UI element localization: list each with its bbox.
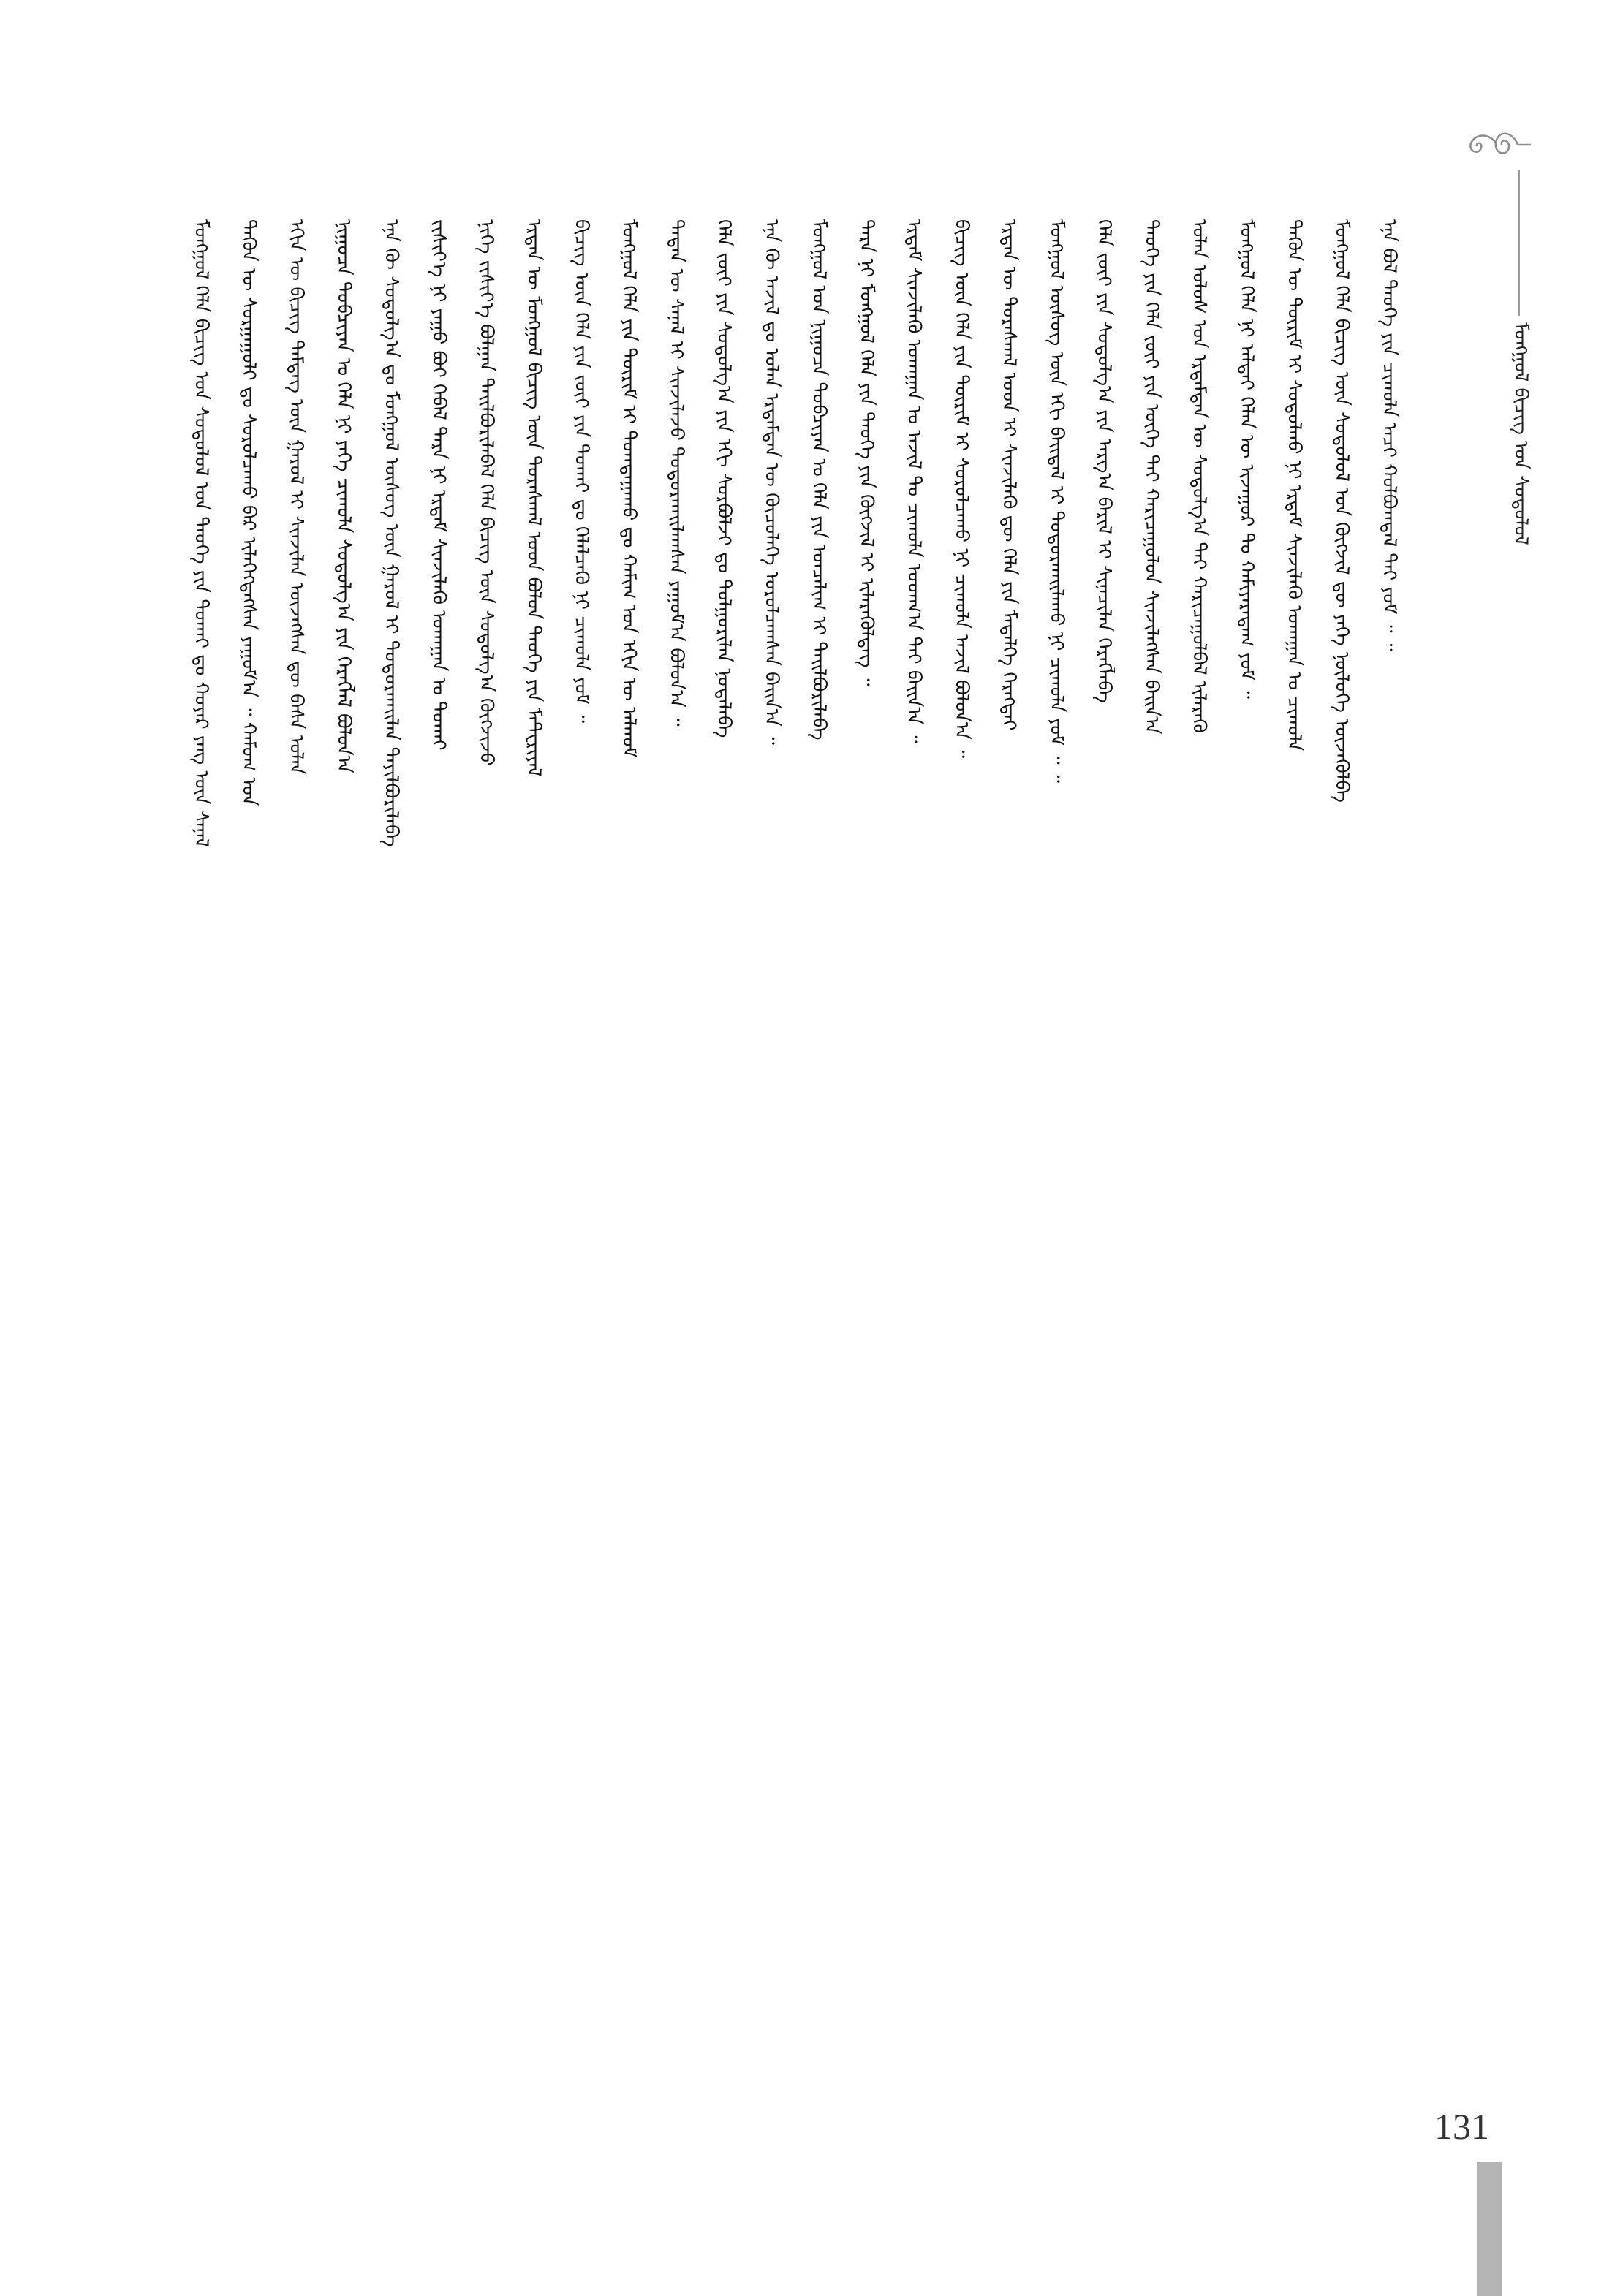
text-line-content: ᠡᠷᠲᠡᠨ ᠦ ᠳᠤᠷᠠᠰᠬᠠᠯ ᠤᠳ ᠢ ᠰᠢᠨᠵᠢᠯᠡᠬᠦ ᠳᠦ ᠬᠡᠯᠡ ᠶᠢᠨ ᠮᠡᠳᠡᠯᠭᠡ ᠬᠡᠷᠡᠭᠲᠡᠢ (998, 219, 1020, 731)
text-line-content: ᠬᠡᠯᠡ ᠵᠦᠢ ᠶᠢᠨ ᠰᠤᠳᠤᠯᠭ᠎ᠠ ᠶᠢᠨ ᠡᠬᠢ ᠰᠤᠷᠪᠤᠯᠵᠢ ᠳᠤ ᠲᠤᠯᠭᠤᠷᠢᠯᠠᠨ ᠨᠣᠲᠠᠯᠠᠪᠠ (713, 219, 735, 738)
text-body (190, 219, 1433, 2047)
text-line-content: ᠡᠷᠳᠡᠮ ᠰᠢᠨᠵᠢᠯᠡᠬᠦ ᠤᠬᠠᠭᠠᠨ ᠤ ᠠᠵᠢᠯ ᠲᠤ ᠴᠢᠬᠤᠯᠠ ᠤᠳᠬ᠎ᠠ ᠲᠠᠢ ᠪᠠᠢᠨ᠎ᠠ ᠃ (903, 219, 925, 743)
text-line (380, 219, 402, 2032)
text-line-content: ᠡᠨᠡ ᠪᠣᠯ ᠲᠡᠦᠬᠡ ᠶᠢᠨ ᠴᠢᠬᠤᠯᠠ ᠠᠴᠢ ᠬᠣᠯᠪᠣᠭᠳᠠᠯ ᠲᠠᠢ ᠶᠤᠮ ᠃ ᠃ (1378, 219, 1400, 651)
text-line (903, 219, 925, 2032)
text-line (523, 219, 545, 2032)
text-line (238, 219, 260, 2032)
text-line-content: ᠮᠣᠩᠭᠣᠯ ᠤᠨ ᠨᠢᠭᠤᠴᠠ ᠲᠣᠪᠴᠢᠶᠠᠨ ᠤ ᠬᠡᠯᠡ ᠶᠢᠨ ᠣᠨᠴᠠᠯᠢᠭ ᠢ ᠲᠠᠢᠯᠪᠤᠷᠢᠯᠠᠪᠠ (808, 219, 830, 740)
text-line (1283, 219, 1305, 2032)
running-head-text: ᠮᠣᠩᠭᠣᠯ ᠪᠢᠴᠢᠭ᠌ ᠤᠨ ᠰᠤᠳᠤᠯᠤᠯ (1510, 322, 1532, 545)
text-line-content: ᠣᠯᠠᠨ ᠤᠯᠤᠰ ᠤᠨ ᠡᠷᠳᠡᠮᠲᠡᠨ ᠦ ᠰᠤᠳᠤᠯᠭ᠎ᠠ ᠲᠠᠢ ᠬᠠᠷᠢᠴᠠᠭᠤᠯᠪᠠᠯ ᠢᠯᠡᠷᠡᠬᠦ (1188, 219, 1210, 733)
text-line-content: ᠮᠣᠩᠭᠣᠯ ᠬᠡᠯᠡ ᠪᠢᠴᠢᠭ ᠦᠨ ᠰᠤᠳᠤᠯᠤᠯ ᠤᠨ ᠬᠥᠭᠵᠢᠯ ᠳᠦ ᠶᠡᠬᠡ ᠨᠥᠯᠥᠭᠡ ᠦᠵᠡᠭᠦᠯᠪᠡ (1331, 219, 1352, 803)
text-line (1236, 219, 1257, 2032)
thumb-tab (1477, 2162, 1502, 2296)
text-line-content: ᠮᠣᠩᠭᠣᠯ ᠬᠡᠯᠡ ᠪᠢᠴᠢᠭ ᠤᠨ ᠰᠤᠳᠤᠯᠤᠯ ᠤᠨ ᠲᠡᠦᠬᠡ ᠶᠢᠨ ᠲᠤᠬᠠᠢ ᠳᠤ ᠬᠣᠶᠠᠷ ᠶᠠᠩ ᠦᠨ ᠰᠠᠨᠠᠯ (190, 219, 212, 847)
text-line-content: ᠡᠨᠡ ᠬᠦ ᠰᠤᠳᠤᠯᠭ᠎ᠠ ᠳᠤ ᠮᠣᠩᠭᠣᠯ ᠦᠰᠦᠭ ᠦᠨ ᠭᠠᠷᠤᠯ ᠢ ᠲᠣᠳᠤᠷᠬᠠᠢᠯᠠᠨ ᠲᠠᠶᠢᠯᠪᠤᠷᠢᠯᠠᠪᠠ (380, 219, 402, 847)
text-line (998, 219, 1020, 2032)
text-line (428, 219, 450, 2032)
text-line-content: ᠨᠢᠭᠤᠴᠠ ᠲᠣᠪᠴᠢᠶᠠᠨ ᠤ ᠬᠡᠯᠡ ᠨᠢ ᠶᠡᠬᠡ ᠴᠢᠬᠤᠯᠠ ᠰᠤᠳᠤᠯᠭ᠎ᠠ ᠶᠢᠨ ᠬᠡᠷᠡᠭᠯᠡᠯ ᠪᠣᠯᠤᠨ᠎ᠠ (333, 219, 355, 773)
text-line-content: ᠮᠣᠩᠭᠣᠯ ᠦᠰᠦᠭ ᠦᠨ ᠡᠬᠢ ᠪᠠᠢᠳᠠᠯ ᠢ ᠲᠣᠳᠤᠷᠬᠠᠢᠯᠠᠬᠤ ᠨᠢ ᠴᠢᠬᠤᠯᠠ ᠶᠤᠮ ᠃ ᠃ (1045, 219, 1067, 783)
text-line-content: ᠪᠢᠴᠢᠭ ᠦᠨ ᠬᠡᠯᠡ ᠶᠢᠨ ᠵᠦᠢ ᠶᠢᠨ ᠲᠤᠬᠠᠢ ᠳᠤ ᠬᠡᠯᠡᠯᠴᠡᠬᠦ ᠨᠢ ᠴᠢᠬᠤᠯᠠ ᠶᠤᠮ ᠃ (570, 219, 592, 724)
text-line (713, 219, 735, 2032)
text-line (1188, 219, 1210, 2032)
text-line-content: ᠪᠢᠴᠢᠭ ᠦᠨ ᠬᠡᠯᠡ ᠶᠢᠨ ᠳᠦᠷᠢᠮ ᠢ ᠰᠤᠷᠤᠯᠴᠠᠬᠤ ᠨᠢ ᠴᠢᠬᠤᠯᠠ ᠠᠵᠢᠯ ᠪᠣᠯᠤᠨ᠎ᠠ ᠃ (950, 219, 972, 759)
text-line-content: ᠵᠢᠱᠢᠶ᠎ᠡ ᠨᠢ ᠶᠠᠭᠤ ᠪᠤᠢ ᠭᠡᠪᠡᠯ ᠲᠡᠷᠡ ᠨᠢ ᠡᠷᠳᠡᠮ ᠰᠢᠨᠵᠢᠯᠡᠬᠦ ᠤᠬᠠᠭᠠᠨ ᠤ ᠲᠤᠬᠠᠢ (428, 219, 450, 751)
page-number: 131 (1434, 2106, 1489, 2147)
text-line (950, 219, 972, 2032)
text-line (1331, 219, 1352, 2032)
text-line (285, 219, 307, 2032)
ornament-icon (1461, 123, 1534, 167)
text-line-content: ᠡᠨᠡ ᠬᠦ ᠠᠵᠢᠯ ᠳᠤ ᠣᠯᠠᠨ ᠡᠷᠳᠡᠮᠲᠡᠨ ᠦ ᠬᠦᠴᠦᠯᠡᠭᠡ ᠣᠷᠣᠯᠴᠠᠭᠰᠠᠨ ᠪᠠᠢᠨ᠎ᠠ ᠃ (760, 219, 782, 746)
text-line-content: ᠮᠣᠩᠭᠣᠯ ᠬᠡᠯᠡ ᠨᠢ ᠠᠯᠲᠠᠢ ᠬᠡᠯᠡᠨ ᠦ ᠢᠵᠠᠭᠤᠷ ᠲᠤ ᠬᠠᠮᠢᠶᠠᠷᠠᠳᠠᠭ ᠶᠤᠮ ᠃ (1236, 219, 1257, 699)
text-line-content: ᠡᠷᠲᠡᠨ ᠦ ᠮᠣᠩᠭᠣᠯ ᠪᠢᠴᠢᠭ ᠦᠨ ᠳᠤᠷᠠᠰᠬᠠᠯ ᠤᠳ ᠪᠣᠯᠤᠨ ᠲᠡᠦᠬᠡ ᠶᠢᠨ ᠮᠠᠲᠧᠷᠢᠶᠠᠯ (523, 219, 545, 777)
text-line-content: ᠲᠡᠭᠦᠨ ᠦ ᠰᠤᠷᠭᠠᠭᠤᠯᠢ ᠳᠤ ᠰᠤᠷᠤᠯᠴᠠᠬᠤ ᠪᠠᠷ ᠢᠯᠡᠭᠡᠭᠳᠡᠭᠰᠡᠨ ᠶᠠᠭᠤᠮ᠎ᠠ ᠃ ᠬᠠᠮᠤᠭ ᠤᠨ (238, 219, 260, 806)
text-line-content: ᠡᠬᠢᠨ ᠦ ᠪᠢᠴᠢᠭ ᠲᠡᠮᠳᠡᠭ ᠦᠨ ᠭᠠᠷᠤᠯ ᠢ ᠰᠢᠨᠵᠢᠯᠡᠨ ᠦᠵᠡᠭᠰᠡᠨ ᠳᠦ ᠪᠠᠰᠠ ᠣᠯᠠᠨ (285, 219, 307, 775)
header-rule (1518, 170, 1520, 316)
text-line (1045, 219, 1067, 2032)
text-line-content: ᠮᠣᠩᠭᠣᠯ ᠬᠡᠯᠡ ᠶᠢᠨ ᠳᠦᠷᠢᠮ ᠢ ᠲᠣᠭᠲᠠᠭᠠᠬᠤ ᠳᠤ ᠬᠠᠮᠢᠭ ᠤᠨ ᠡᠬᠢᠨ ᠦ ᠠᠯᠬᠤᠮ (618, 219, 640, 758)
text-line-content: ᠲᠡᠳᠡᠨ ᠦ ᠰᠠᠨᠠᠯ ᠢ ᠰᠢᠨᠵᠢᠯᠡᠵᠦ ᠲᠣᠳᠤᠷᠬᠠᠢᠯᠠᠭᠰᠠᠨ ᠶᠠᠭᠤᠮ᠎ᠠ ᠪᠣᠯᠤᠨ᠎ᠠ ᠃ (665, 219, 687, 727)
text-line (475, 219, 497, 2032)
text-line (1093, 219, 1115, 2032)
text-line-content: ᠨᠢᠭᠡ ᠵᠢᠱᠢᠶ᠎ᠡ ᠪᠣᠯᠭᠠᠨ ᠲᠠᠢᠯᠪᠤᠷᠢᠯᠠᠪᠠᠯ ᠬᠡᠯᠡ ᠪᠢᠴᠢᠭ ᠦᠨ ᠰᠤᠳᠤᠯᠭ᠎ᠠ ᠬᠥᠭᠵᠢᠵᠦ (475, 219, 497, 766)
text-line (190, 219, 212, 2032)
running-head (1506, 322, 1535, 1140)
text-line (1140, 219, 1162, 2032)
text-line (665, 219, 687, 2032)
text-line (855, 219, 877, 2032)
text-line (1378, 219, 1400, 2032)
text-line (808, 219, 830, 2032)
text-line (333, 219, 355, 2032)
text-line-content: ᠲᠡᠭᠦᠨ ᠦ ᠳᠦᠷᠢᠮ ᠢ ᠰᠤᠳᠤᠯᠬᠤ ᠨᠢ ᠡᠷᠳᠡᠮ ᠰᠢᠨᠵᠢᠯᠡᠬᠦ ᠤᠬᠠᠭᠠᠨ ᠤ ᠴᠢᠬᠤᠯᠠ (1283, 219, 1305, 751)
text-line-content: ᠲᠡᠦᠬᠡ ᠶᠢᠨ ᠬᠡᠯᠡ ᠵᠦᠢ ᠶᠢᠨ ᠦᠭᠡ ᠲᠠᠢ ᠬᠠᠷᠢᠴᠠᠭᠤᠯᠤᠨ ᠰᠢᠨᠵᠢᠯᠡᠭᠰᠡᠨ ᠪᠠᠢᠨ᠎ᠠ (1140, 219, 1162, 735)
text-line (760, 219, 782, 2032)
text-line (570, 219, 592, 2032)
text-line-content: ᠬᠡᠯᠡ ᠵᠦᠢ ᠶᠢᠨ ᠰᠤᠳᠤᠯᠭ᠎ᠠ ᠶᠢᠨ ᠠᠷᠭ᠎ᠠ ᠪᠠᠷᠢᠯ ᠢ ᠰᠢᠨᠡᠴᠢᠯᠡᠨ ᠬᠡᠷᠡᠭᠯᠡᠪᠡ (1093, 219, 1115, 703)
text-line-content: ᠲᠡᠷᠡ ᠨᠢ ᠮᠣᠩᠭᠣᠯ ᠬᠡᠯᠡ ᠶᠢᠨ ᠲᠡᠦᠬᠡ ᠶᠢᠨ ᠬᠥᠭᠵᠢᠯ ᠢ ᠢᠯᠡᠷᠡᠭᠦᠯᠳᠡᠭ ᠃ (855, 219, 877, 686)
text-line (618, 219, 640, 2032)
